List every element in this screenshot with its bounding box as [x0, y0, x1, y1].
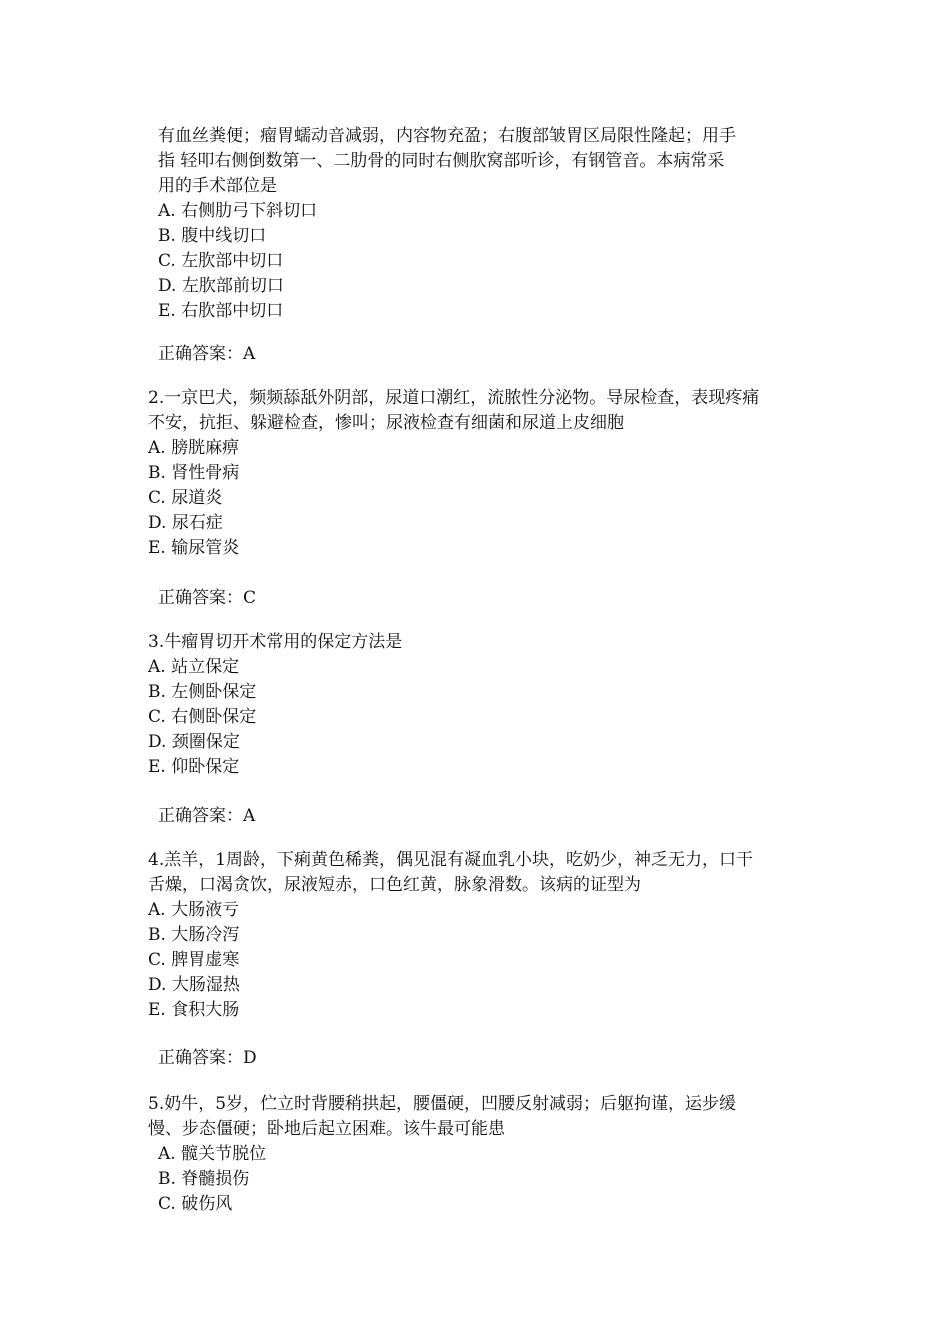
stem-line: 2.一京巴犬，频频舔舐外阴部，尿道口潮红，流脓性分泌物。导尿检查，表现疼痛	[148, 388, 760, 408]
option-a: A. 站立保定	[148, 657, 240, 677]
stem-line: 指 轻叩右侧倒数第一、二肋骨的同时右侧肷窝部听诊，有钢管音。本病常采	[158, 151, 725, 171]
question-5	[148, 1092, 808, 1217]
option-d: D. 尿石症	[148, 513, 223, 533]
option-a: A. 膀胱麻痹	[148, 438, 240, 458]
option-c: C. 右侧卧保定	[148, 707, 257, 727]
question-2	[148, 386, 808, 561]
question-1	[148, 124, 808, 324]
option-b: B. 脊髓损伤	[158, 1169, 250, 1189]
question-stem	[148, 1092, 808, 1142]
correct-answer: 正确答案：C	[158, 588, 257, 608]
option-c: C. 尿道炎	[148, 488, 223, 508]
stem-line: 3.牛瘤胃切开术常用的保定方法是	[148, 632, 403, 652]
option-e: E. 输尿管炎	[148, 538, 240, 558]
stem-line: 5.奶牛，5岁，伫立时背腰稍拱起，腰僵硬，凹腰反射减弱；后躯拘谨，运步缓	[148, 1094, 737, 1114]
option-d: D. 左肷部前切口	[158, 276, 284, 296]
option-e: E. 仰卧保定	[148, 757, 240, 777]
option-b: B. 左侧卧保定	[148, 682, 257, 702]
option-c: C. 脾胃虚寒	[148, 950, 240, 970]
question-stem	[148, 386, 808, 436]
stem-line: 慢、步态僵硬；卧地后起立困难。该牛最可能患	[148, 1119, 505, 1139]
correct-answer: 正确答案：A	[158, 344, 256, 364]
option-d: D. 颈圈保定	[148, 732, 240, 752]
question-stem	[148, 124, 808, 199]
option-a: A. 髋关节脱位	[158, 1144, 267, 1164]
option-e: E. 右肷部中切口	[158, 301, 284, 321]
stem-line: 有血丝粪便；瘤胃蠕动音减弱，内容物充盈；右腹部皱胃区局限性隆起；用手	[158, 126, 736, 146]
option-c: C. 左肷部中切口	[158, 251, 284, 271]
option-d: D. 大肠湿热	[148, 975, 240, 995]
stem-line: 4.羔羊，1周龄，下痢黄色稀粪，偶见混有凝血乳小块，吃奶少，神乏无力，口干	[148, 850, 754, 870]
stem-line: 舌燥，口渴贪饮，尿液短赤，口色红黄，脉象滑数。该病的证型为	[148, 875, 641, 895]
option-b: B. 大肠冷泻	[148, 925, 240, 945]
option-a: A. 右侧肋弓下斜切口	[158, 201, 318, 221]
option-b: B. 肾性骨病	[148, 463, 240, 483]
option-c: C. 破伤风	[158, 1194, 233, 1214]
question-stem	[148, 848, 808, 898]
question-4	[148, 848, 808, 1023]
correct-answer: 正确答案：D	[158, 1048, 257, 1068]
question-3	[148, 630, 808, 780]
stem-line: 不安，抗拒、躲避检查，惨叫；尿液检查有细菌和尿道上皮细胞	[148, 413, 624, 433]
option-b: B. 腹中线切口	[158, 226, 267, 246]
option-a: A. 大肠液亏	[148, 900, 240, 920]
stem-line: 用的手术部位是	[158, 176, 277, 196]
option-e: E. 食积大肠	[148, 1000, 240, 1020]
correct-answer: 正确答案：A	[158, 806, 256, 826]
question-stem	[148, 630, 808, 655]
